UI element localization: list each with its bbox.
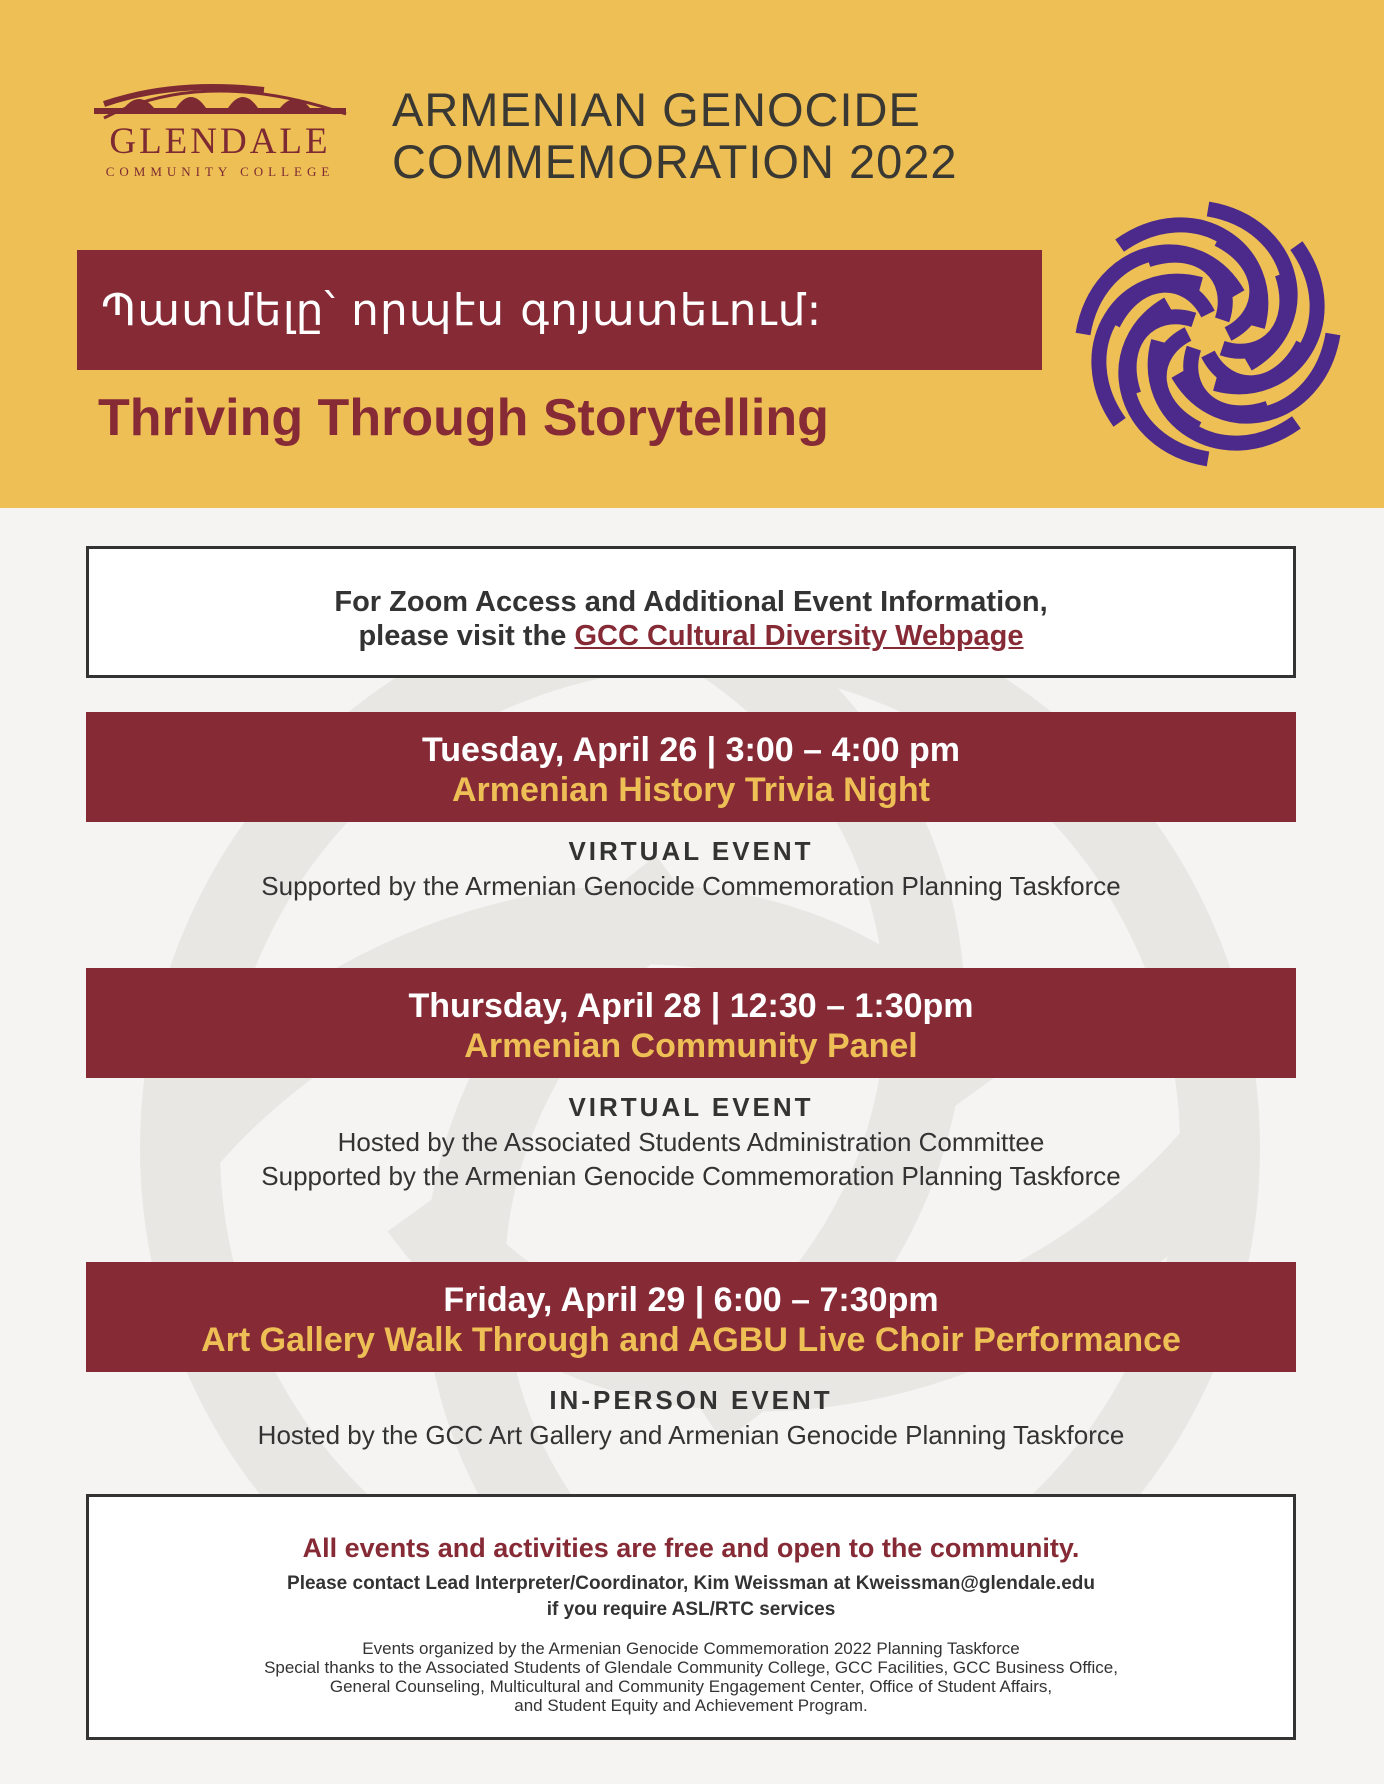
eternity-sign-icon (1068, 194, 1348, 474)
title-line-2: COMMEMORATION 2022 (392, 135, 958, 188)
header-banner (0, 0, 1384, 508)
credit-line-4: and Student Equity and Achievement Program. (514, 1696, 868, 1715)
armenian-title-band (77, 250, 1042, 370)
cultural-diversity-link[interactable]: GCC Cultural Diversity Webpage (574, 620, 1024, 652)
page-subtitle: Thriving Through Storytelling (98, 389, 829, 447)
page-title (392, 84, 1072, 188)
event-2-type: VIRTUAL EVENT (568, 1092, 814, 1122)
logo-name: GLENDALE (109, 121, 331, 162)
event-1-name: Armenian History Trivia Night (452, 771, 930, 809)
contact-line-1: Please contact Lead Interpreter/Coordinator, Kim Weissman at Kweissman@glendale.edu (287, 1573, 1095, 1594)
info-line-2-prefix: please visit the (358, 620, 575, 652)
event-3-line-1: Hosted by the GCC Art Gallery and Armenian Genocide Planning Taskforce (257, 1420, 1125, 1450)
college-logo (84, 74, 356, 184)
event-1-band (86, 712, 1296, 822)
event-2-band (86, 968, 1296, 1078)
contact-line-2: if you require ASL/RTC services (546, 1599, 836, 1620)
footer-info-box (86, 1494, 1296, 1740)
event-3-band (86, 1262, 1296, 1372)
logo-subtitle: COMMUNITY COLLEGE (105, 164, 335, 179)
event-2-name: Armenian Community Panel (464, 1027, 918, 1065)
event-1-date: Tuesday, April 26 | 3:00 – 4:00 pm (422, 731, 960, 769)
credits (89, 1639, 1293, 1715)
info-line-1: For Zoom Access and Additional Event Information, (334, 586, 1048, 618)
zoom-info-box (86, 546, 1296, 678)
credit-line-3: General Counseling, Multicultural and Community Engagement Center, Office of Student Affairs, (329, 1677, 1053, 1696)
event-2-line-1: Hosted by the Associated Students Administration Committee (337, 1127, 1045, 1157)
event-3-type: IN-PERSON EVENT (549, 1385, 833, 1415)
event-2-date: Thursday, April 28 | 12:30 – 1:30pm (408, 987, 974, 1025)
free-events-notice: All events and activities are free and open to the community. (302, 1533, 1080, 1563)
title-line-1: ARMENIAN GENOCIDE (392, 83, 921, 136)
event-1-details (86, 833, 1296, 903)
logo-arch-icon (84, 74, 356, 120)
event-3-details (86, 1382, 1296, 1452)
event-1-type: VIRTUAL EVENT (568, 836, 814, 866)
event-1-line-1: Supported by the Armenian Genocide Commemoration Planning Taskforce (261, 871, 1121, 901)
event-3-date: Friday, April 29 | 6:00 – 7:30pm (443, 1281, 939, 1319)
event-2-line-2: Supported by the Armenian Genocide Commemoration Planning Taskforce (261, 1161, 1121, 1191)
credit-line-2: Special thanks to the Associated Students of Glendale Community College, GCC Facilities, GCC Business Office, (264, 1658, 1118, 1677)
credit-line-1: Events organized by the Armenian Genocide Commemoration 2022 Planning Taskforce (362, 1639, 1020, 1658)
info-line-2 (89, 619, 1293, 653)
event-3-name: Art Gallery Walk Through and AGBU Live Choir Performance (201, 1321, 1181, 1359)
armenian-title: Պատմելը՝ որպէս գոյատեւում: (101, 284, 823, 336)
event-2-details (86, 1089, 1296, 1193)
